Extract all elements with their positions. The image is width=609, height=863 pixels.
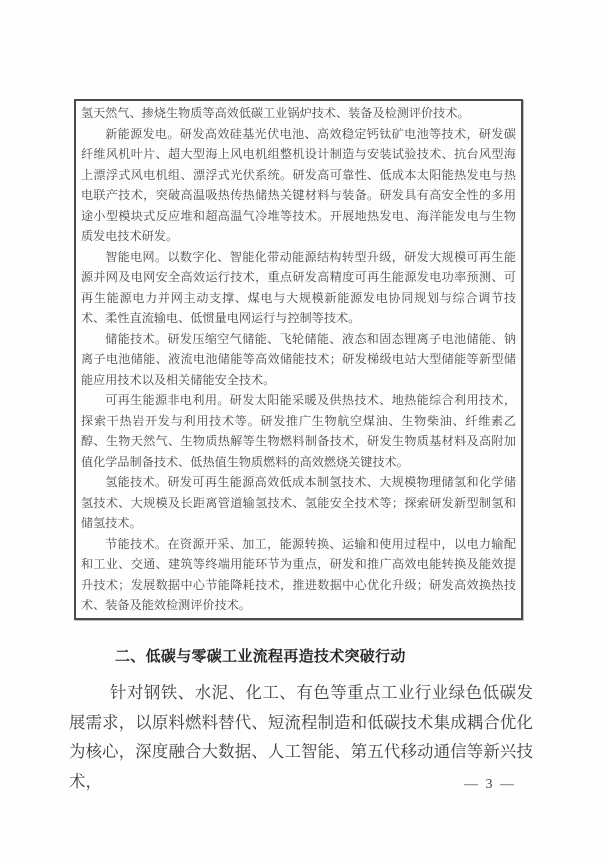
page-number: — 3 — — [464, 777, 516, 792]
bordered-text-box — [74, 99, 523, 620]
body-paragraph: 针对钢铁、水泥、化工、有色等重点工业行业绿色低碳发展需求，以原料燃料替代、短流程制造和低碳技术集成耦合优化为核心，深度融合大数据、人工智能、第五代移动通信等新兴技术， — [69, 683, 533, 791]
section-heading: 二、低碳与零碳工业流程再造技术突破行动 — [115, 648, 406, 665]
box-paragraph: 可再生能源非电利用。研发太阳能采暖及供热技术、地热能综合利用技术，探索干热岩开发与利用技术等。研发推广生物航空煤油、生物柴油、纤维素乙醇、生物天然气、生物质热解等生物燃料制备技术，研发生物质基材料及高附加值化学品制备技术、低热值生物质燃料的高效燃烧关键技术。 — [81, 393, 516, 469]
box-paragraph: 节能技术。在资源开采、加工，能源转换、运输和使用过程中，以电力输配和工业、交通、建筑等终端用能环节为重点，研发和推广高效电能转换及能效提升技术；发展数据中心节能降耗技术，推进数据中心优化升级；研发高效换热技术、装备及能效检测评价技术。 — [81, 536, 516, 612]
box-paragraph: 储能技术。研发压缩空气储能、飞轮储能、液态和固态锂离子电池储能、钠离子电池储能、液流电池储能等高效储能技术；研发梯级电站大型储能等新型储能应用技术以及相关储能安全技术。 — [81, 331, 516, 387]
box-paragraph: 新能源发电。研发高效硅基光伏电池、高效稳定钙钛矿电池等技术，研发碳纤维风机叶片、超大型海上风电机组整机设计制造与安装试验技术、抗台风型海上漂浮式风电机组、漂浮式光伏系统。研发高可靠性、低成本太阳能热发电与热电联产技术，突破高温吸热传热储热关键材料与装备。研发具有高安全性的多用途小型模块式反应堆和超高温气冷堆等技术。开展地热发电、海洋能发电与生物质发电技术研发。 — [81, 126, 516, 243]
box-paragraph: 智能电网。以数字化、智能化带动能源结构转型升级，研发大规模可再生能源并网及电网安全高效运行技术，重点研发高精度可再生能源发电功率预测、可再生能源电力并网主动支撑、煤电与大规模新能源发电协同规划与综合调节技术、柔性直流输电、低惯量电网运行与控制等技术。 — [81, 249, 516, 325]
box-paragraph: 氢能技术。研发可再生能源高效低成本制氢技术、大规模物理储氢和化学储氢技术、大规模及长距离管道输氢技术、氢能安全技术等；探索研发新型制氢和储氢技术。 — [81, 475, 516, 530]
box-paragraph: 氢天然气、掺烧生物质等高效低碳工业锅炉技术、装备及检测评价技术。 — [81, 106, 470, 120]
